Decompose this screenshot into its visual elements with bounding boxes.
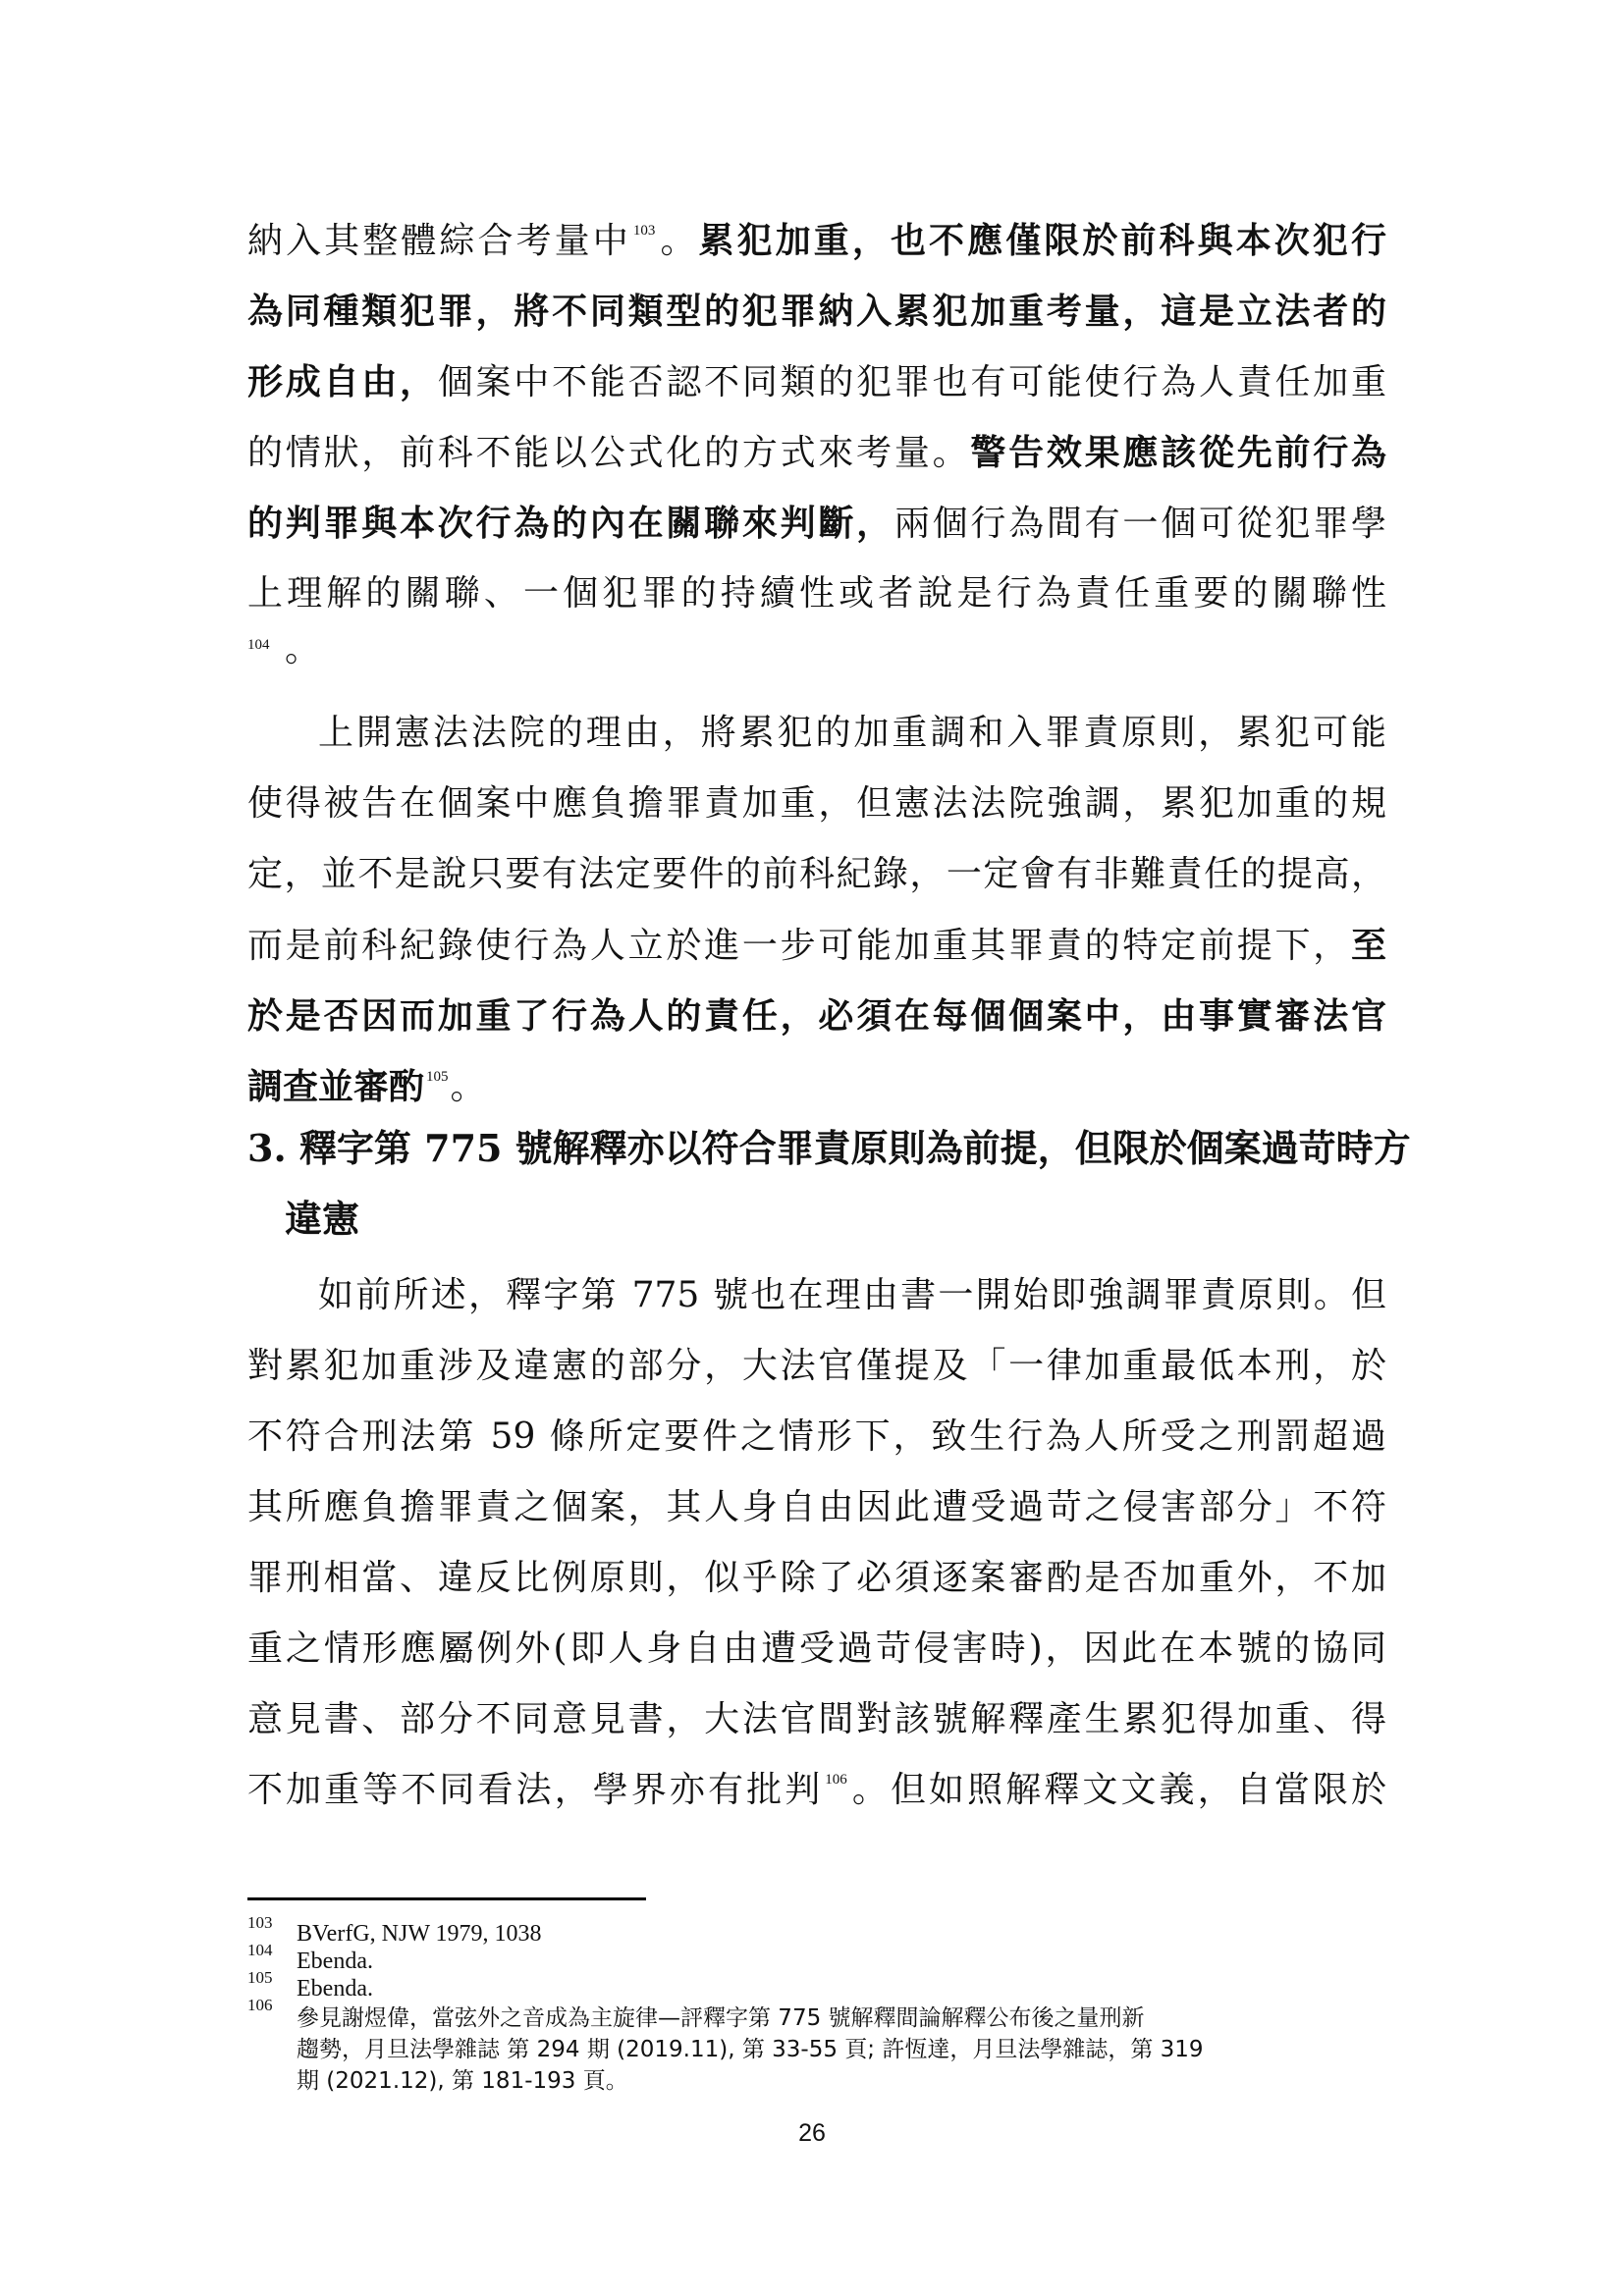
body-text: 不加重等不同看法，學界亦有批判 [247,1770,824,1810]
body-line [285,620,320,679]
page-number: 26 [798,2119,826,2147]
body-text: 對累犯加重涉及違憲的部分，大法官僅提及「一律加重最低本刑，於 [247,1346,1386,1386]
body-line [247,1057,486,1116]
footnote-ref: 106 [825,1772,847,1788]
body-text: 如前所述，釋字第 775 號也在理由書一開始即強調罪責原則。但 [318,1275,1386,1315]
body-text: 。 [450,1067,486,1107]
emphasis-text: 形成自由， [247,361,438,402]
emphasis-text: 至 [1350,925,1386,966]
emphasis-text: 的判罪與本次行為的內在關聯來判斷， [247,503,894,544]
footnote-text: BVerfG, NJW 1979, 1038 [297,1921,542,1947]
body-line [247,987,1386,1045]
body-text: 罪刑相當、違反比例原則，似乎除了必須逐案審酌是否加重外，不加 [247,1558,1386,1598]
body-text: 的情狀，前科不能以公式化的方式來考量。 [247,433,971,473]
footnote-ref: 103 [632,223,656,239]
body-line [247,1690,1386,1749]
body-text: 上理解的關聯、一個犯罪的持續性或者說是行為責任重要的關聯性 [247,573,1386,614]
footnote-number: 104 [247,1941,273,1959]
emphasis-text: 累犯加重，也不應僅限於前科與本次犯行 [698,220,1386,261]
emphasis-text: 為同種類犯罪，將不同類型的犯罪納入累犯加重考量，這是立法者的 [247,291,1386,332]
footnote-number: 106 [247,1996,273,2014]
footnote-text: 期 (2021.12), 第 181-193 頁。 [297,2068,628,2094]
emphasis-text: 於是否因而加重了行為人的責任，必須在每個個案中，由事實審法官 [247,995,1386,1037]
body-line [318,1266,1386,1325]
footnote-text: Ebenda. [297,1976,373,2002]
body-text: 不符合刑法第 59 條所定要件之情形下，致生行為人所受之刑罰超過 [247,1416,1386,1457]
body-text: 定，並不是說只要有法定要件的前科紀錄，一定會有非難責任的提高， [247,854,1386,894]
body-text: 其所應負擔罪責之個案，其人身自由因此遭受過苛之侵害部分」不符 [247,1487,1386,1527]
section-heading: 3. 釋字第 775 號解釋亦以符合罪責原則為前提，但限於個案過苛時方 [247,1126,1411,1170]
body-text: 兩個行為間有一個可從犯罪學 [893,504,1386,544]
footnote-text: 參見謝煜偉，當弦外之音成為主旋律—評釋字第 775 號解釋間論解釋公布後之量刑新 [297,2005,1145,2031]
body-line [247,494,1386,553]
footnote-number: 103 [247,1913,273,1932]
body-text: 納入其整體綜合考量中 [247,221,631,261]
footnote-ref: 104 [247,637,270,653]
footnote-ref: 105 [426,1069,449,1085]
body-line [247,423,1386,482]
body-line [247,845,1386,904]
body-line [247,564,1386,623]
footnote-text: Ebenda. [297,1949,373,1974]
body-line [318,704,1386,763]
body-text: 使得被告在個案中應負擔罪責加重，但憲法法院強調，累犯加重的規 [247,783,1386,824]
section-heading-continued: 違憲 [285,1197,360,1241]
body-line [247,916,1386,975]
body-line [247,1761,1386,1820]
body-text: 而是前科紀錄使行為人立於進一步可能加重其罪責的特定前提下， [247,926,1351,966]
body-line [247,1478,1386,1537]
footnote-separator [247,1897,646,1900]
footnote-text: 趨勢，月旦法學雜誌 第 294 期 (2019.11), 第 33-55 頁; 許恆達，月旦法學雜誌，第 319 [297,2037,1204,2062]
body-text: 意見書、部分不同意見書，大法官間對該號解釋產生累犯得加重、得 [247,1699,1386,1739]
body-line [247,774,1386,833]
body-line [247,1408,1386,1467]
body-line [247,211,1386,270]
body-text: 個案中不能否認不同類的犯罪也有可能使行為人責任加重 [437,362,1386,402]
body-line [247,1620,1386,1679]
body-text: 重之情形應屬例外(即人身自由遭受過苛侵害時)，因此在本號的協同 [247,1629,1386,1669]
body-line [247,282,1386,341]
body-text: 。 [657,221,699,261]
emphasis-text: 警告效果應該從先前行為 [970,432,1386,473]
body-line [247,1337,1386,1396]
footnote-number: 105 [247,1968,273,1987]
body-text: 上開憲法法院的理由，將累犯的加重調和入罪責原則，累犯可能 [318,713,1386,753]
body-text: 。 [285,629,321,669]
body-line [247,352,1386,411]
emphasis-text: 調查並審酌 [247,1066,425,1107]
body-text: 。但如照解釋文文義，自當限於 [848,1770,1386,1810]
body-line [247,1549,1386,1608]
